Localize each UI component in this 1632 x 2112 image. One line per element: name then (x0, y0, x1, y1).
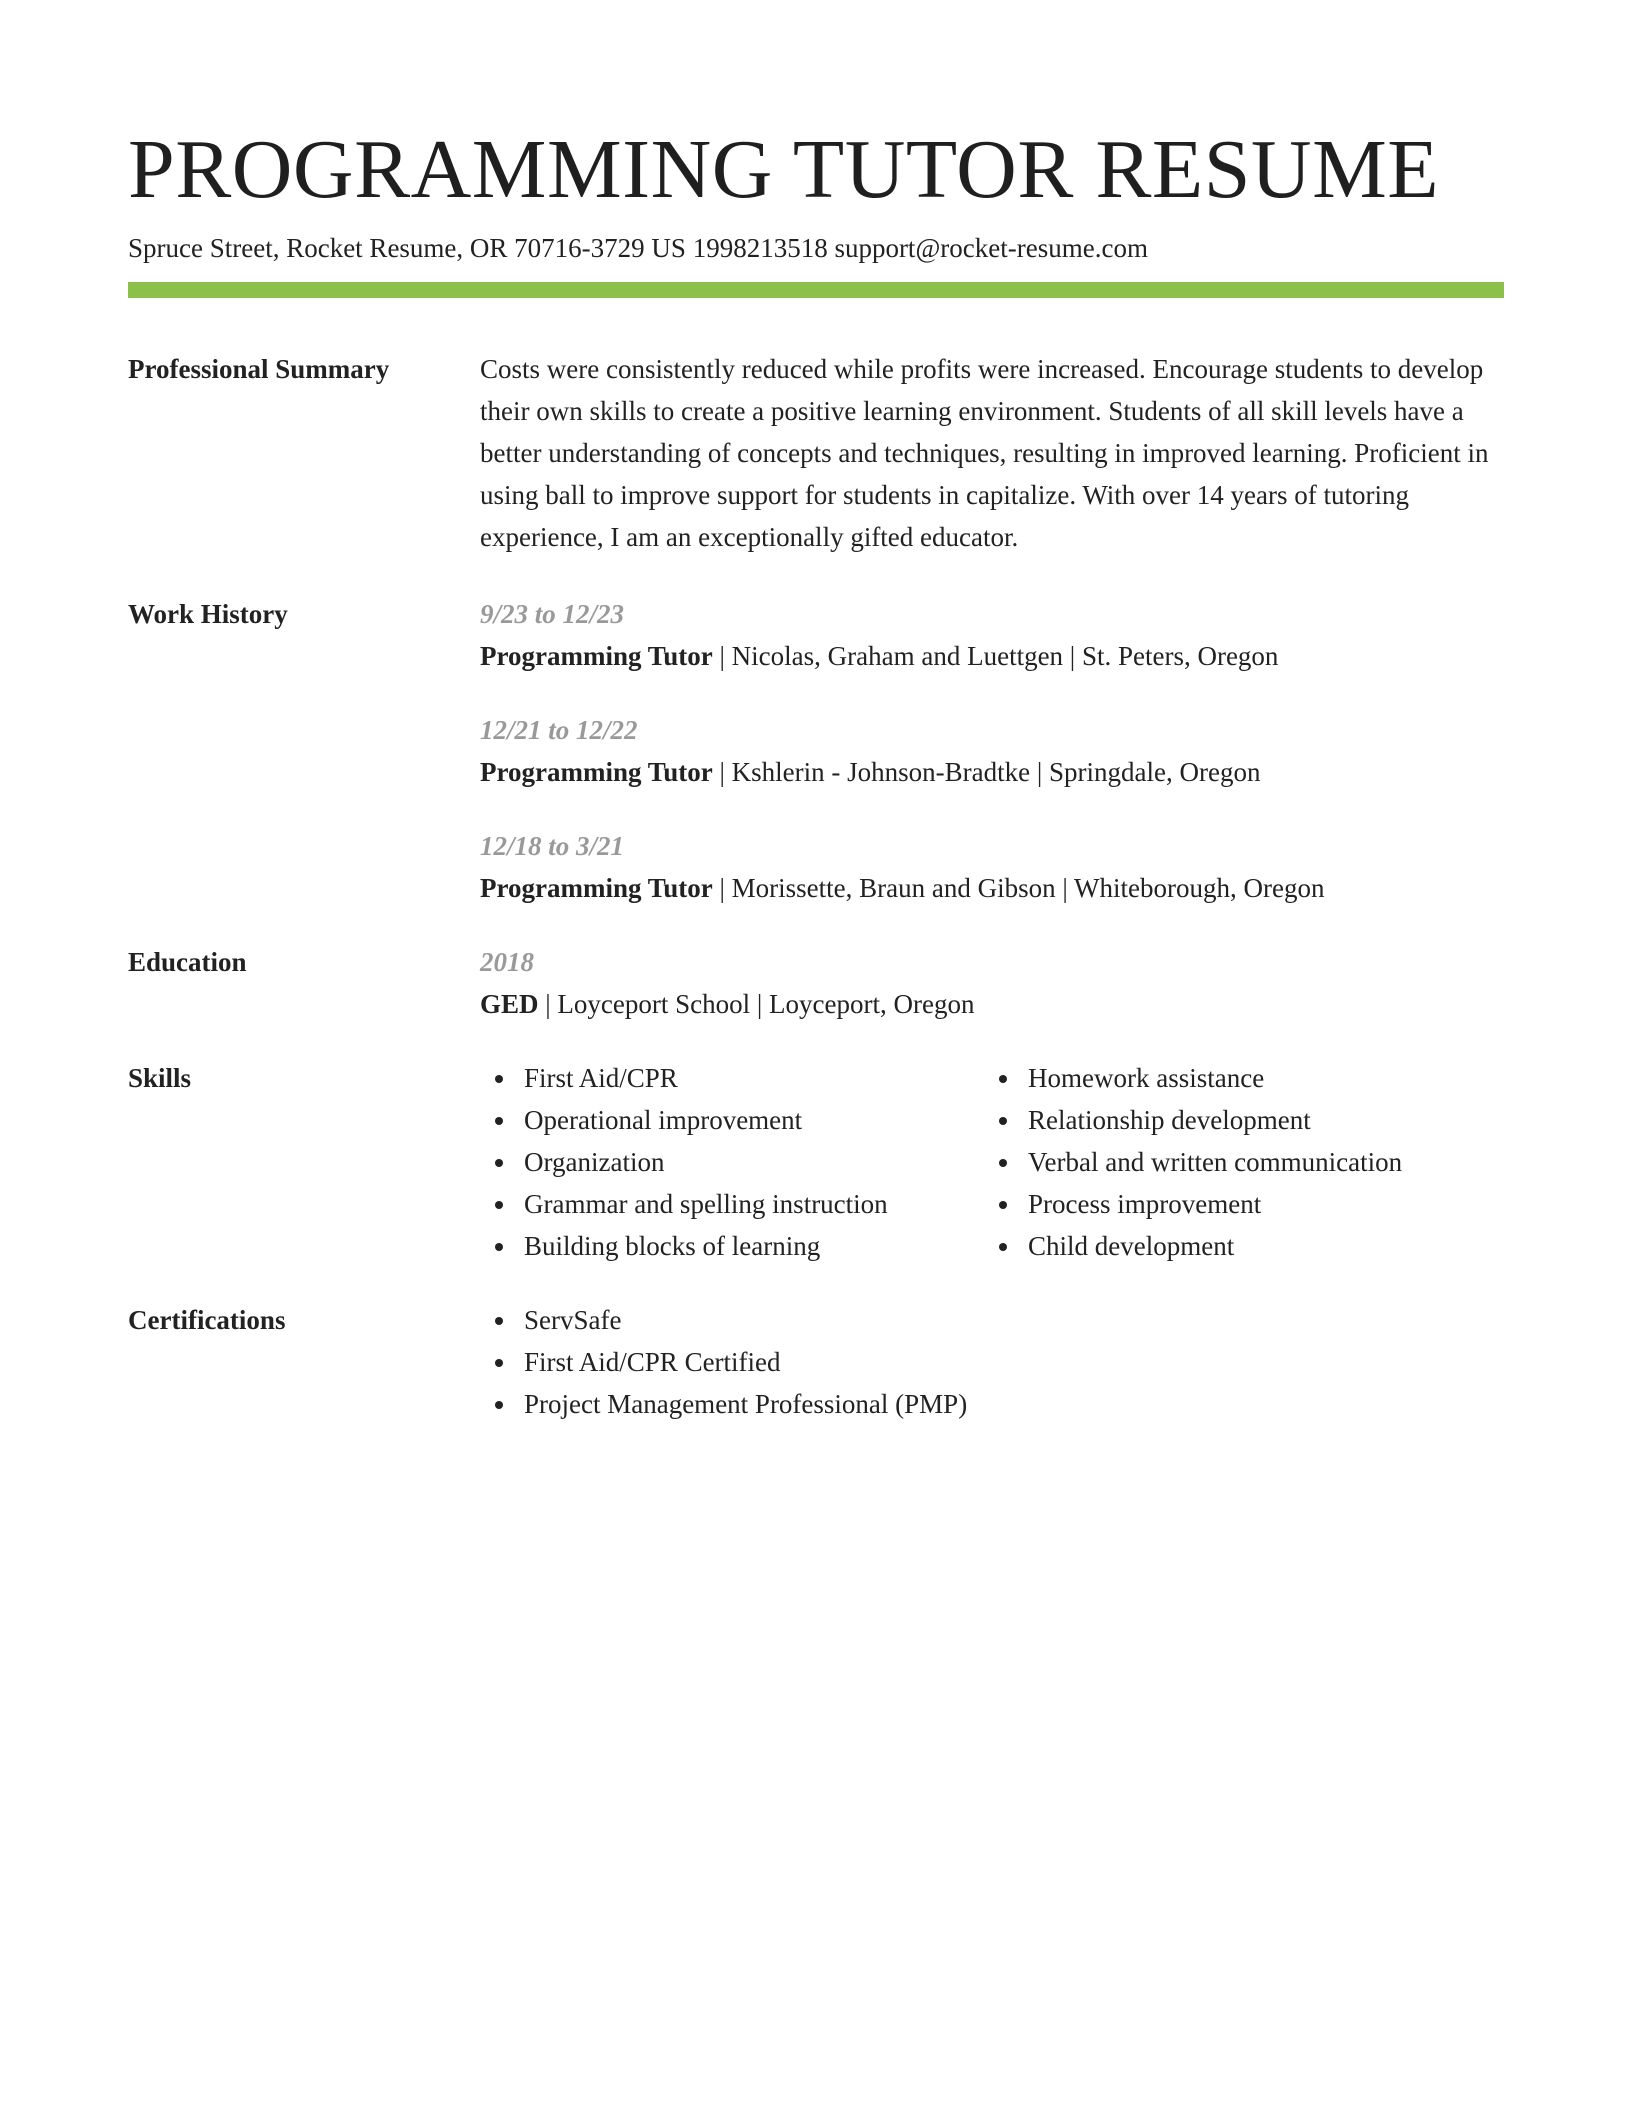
skills-list-left (480, 1057, 984, 1267)
education-year: 2018 (480, 947, 534, 977)
job-title: Programming Tutor (480, 641, 713, 671)
education-details: | Loyceport School | Loyceport, Oregon (538, 989, 975, 1019)
section-heading: Education (128, 947, 247, 977)
summary-text: Costs were consistently reduced while profits were increased. Encourage students to develop their own skills to create a positive learning environment. Students of all skill levels have a better understanding of concepts and techniques, resulting in improved learning. Proficient in using ball to improve support for students in capitalize. With over 14 years of tutoring experience, I am an exceptionally gifted educator. (480, 354, 1489, 552)
job-title: Programming Tutor (480, 757, 713, 787)
section-heading: Certifications (128, 1305, 286, 1335)
contact-email: support@rocket-resume.com (834, 233, 1148, 263)
list-item: Project Management Professional (PMP) (480, 1383, 1504, 1425)
list-item: ServSafe (480, 1299, 1504, 1341)
education-degree: GED (480, 989, 539, 1019)
education-section (128, 941, 1504, 1025)
list-item: Organization (480, 1141, 984, 1183)
list-item: First Aid/CPR Certified (480, 1341, 1504, 1383)
contact-line (128, 230, 1504, 266)
job-entry (480, 825, 1504, 909)
contact-phone: 1998213518 (692, 233, 828, 263)
section-heading: Skills (128, 1063, 192, 1093)
job-details: | Kshlerin - Johnson-Bradtke | Springdale, Oregon (712, 757, 1261, 787)
list-item: Process improvement (984, 1183, 1488, 1225)
job-dates: 9/23 to 12/23 (480, 599, 625, 629)
resume-title: PROGRAMMING TUTOR RESUME (128, 123, 1440, 216)
job-entry (480, 709, 1504, 793)
list-item: First Aid/CPR (480, 1057, 984, 1099)
job-details: | Morissette, Braun and Gibson | Whiteborough, Oregon (712, 873, 1325, 903)
section-heading: Work History (128, 599, 288, 629)
job-details: | Nicolas, Graham and Luettgen | St. Peters, Oregon (712, 641, 1279, 671)
list-item: Verbal and written communication (984, 1141, 1488, 1183)
list-item: Building blocks of learning (480, 1225, 984, 1267)
summary-section (128, 348, 1504, 558)
work-history-section (128, 593, 1504, 909)
header-divider (128, 282, 1504, 298)
job-dates: 12/21 to 12/22 (480, 715, 638, 745)
list-item: Homework assistance (984, 1057, 1488, 1099)
contact-address: Spruce Street, Rocket Resume, OR 70716-3729 US (128, 233, 686, 263)
section-heading: Professional Summary (128, 354, 390, 384)
job-dates: 12/18 to 3/21 (480, 831, 625, 861)
list-item: Grammar and spelling instruction (480, 1183, 984, 1225)
job-title: Programming Tutor (480, 873, 713, 903)
skills-list-right (984, 1057, 1488, 1267)
certifications-section (128, 1299, 1504, 1425)
resume-page (128, 120, 1504, 1425)
certifications-list (480, 1299, 1504, 1425)
skills-section (128, 1057, 1504, 1267)
list-item: Relationship development (984, 1099, 1488, 1141)
list-item: Child development (984, 1225, 1488, 1267)
job-entry (480, 593, 1504, 677)
list-item: Operational improvement (480, 1099, 984, 1141)
